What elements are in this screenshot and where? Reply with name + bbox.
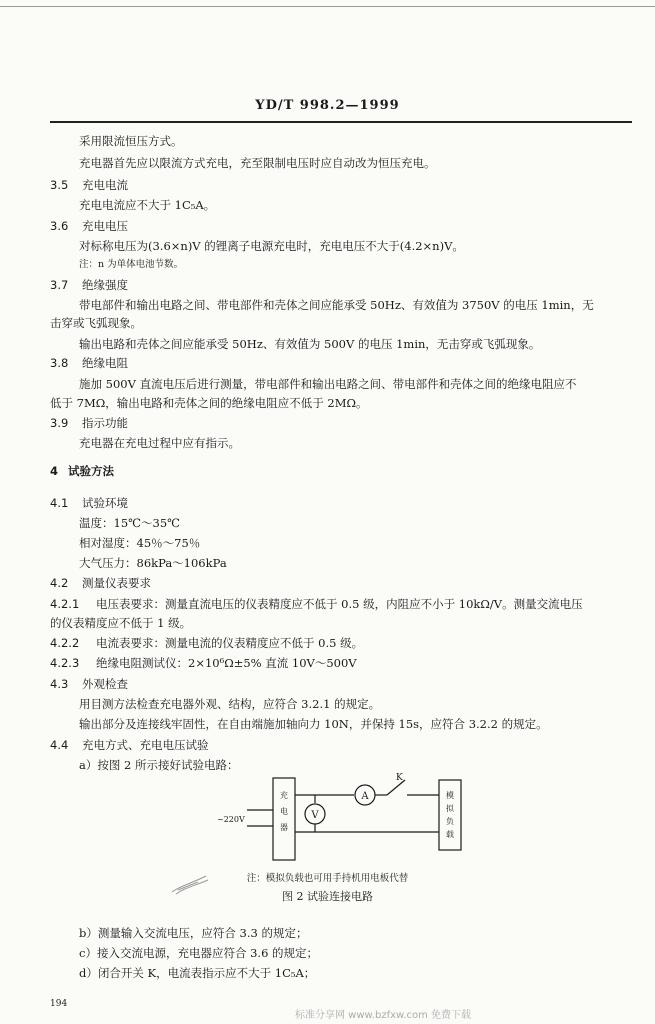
section-number: 4.2 — [50, 576, 69, 590]
body-line: 相对湿度：45％～75％ — [79, 536, 201, 550]
section-number: 3.6 — [50, 219, 69, 233]
chapter-number: 4 — [50, 464, 59, 478]
vertical-label-char: 载 — [446, 830, 454, 839]
section-heading: 充电电压 — [82, 219, 128, 233]
top-edge-rule — [0, 6, 655, 7]
vertical-label-char: 模 — [446, 791, 454, 800]
figure-caption: 图 2 试验连接电路 — [282, 890, 373, 903]
section-heading: 指示功能 — [82, 416, 128, 430]
section-number: 4.2.2 — [50, 636, 80, 650]
vertical-label-char: 拟 — [446, 804, 454, 813]
section-heading: 测量仪表要求 — [82, 576, 151, 590]
section-number: 3.9 — [50, 416, 69, 430]
vertical-label-char: 器 — [280, 823, 288, 832]
section-heading: 充电电流 — [82, 178, 128, 192]
body-line: 大气压力：86kPa～106kPa — [79, 556, 227, 570]
figure-note: 注：模拟负载也可用手持机用电板代替 — [246, 873, 409, 884]
section-heading: 试验环境 — [82, 496, 128, 510]
vertical-label-char: 电 — [280, 807, 288, 816]
section-heading: 外观检查 — [82, 677, 128, 691]
test-circuit-diagram — [215, 770, 475, 865]
body-line: 温度：15℃～35℃ — [79, 516, 180, 530]
header-standard-number: YD/T 998.2—1999 — [255, 98, 400, 113]
body-line: b）测量输入交流电压，应符合 3.3 的规定； — [79, 926, 308, 940]
section-number: 4.2.1 — [50, 597, 80, 611]
watermark: 标准分享网 www.bzfxw.com 免费下载 — [295, 1010, 471, 1021]
section-number: 4.2.3 — [50, 656, 80, 670]
body-line: 击穿或飞弧现象。 — [50, 316, 142, 330]
body-line: 低于 7MΩ，输出电路和壳体之间的绝缘电阻应不低于 2MΩ。 — [50, 396, 368, 410]
input-voltage-label: ~220V — [217, 815, 245, 824]
section-heading: 绝缘强度 — [82, 278, 128, 292]
ammeter-symbol: A — [361, 791, 369, 802]
body-line: 用目测方法检查充电器外观、结构，应符合 3.2.1 的规定。 — [79, 697, 381, 711]
page-number: 194 — [50, 999, 68, 1009]
body-line: 充电器在充电过程中应有指示。 — [79, 436, 240, 450]
section-number: 3.8 — [50, 356, 69, 370]
body-line: 绝缘电阻测试仪：2×10⁶Ω±5% 直流 10V～500V — [96, 656, 357, 670]
section-number: 4.1 — [50, 496, 69, 510]
charger-label — [280, 790, 288, 832]
switch-label: K — [396, 773, 403, 783]
body-line: 施加 500V 直流电压后进行测量，带电部件和输出电路之间、带电部件和壳体之间的绝缘电阻应不 — [79, 377, 577, 391]
body-line: 带电部件和输出电路之间、带电部件和壳体之间应能承受 50Hz、有效值为 3750V 的电压 1min，无 — [79, 298, 594, 312]
scribble-mark — [168, 872, 212, 898]
section-number: 3.7 — [50, 278, 69, 292]
section-number: 4.3 — [50, 677, 69, 691]
body-line: 充电电流应不大于 1C₅A。 — [79, 198, 216, 212]
section-heading: 绝缘电阻 — [82, 356, 128, 370]
vertical-label-char: 负 — [446, 817, 454, 826]
body-line: 的仪表精度应不低于 1 级。 — [50, 616, 192, 630]
body-line: 电流表要求：测量电流的仪表精度应不低于 0.5 级。 — [96, 636, 364, 650]
chapter-heading: 试验方法 — [68, 464, 114, 478]
voltmeter-symbol: V — [311, 810, 319, 821]
body-line: a）按图 2 所示接好试验电路： — [79, 758, 239, 772]
body-line: 电压表要求：测量直流电压的仪表精度应不低于 0.5 级，内阻应不小于 10kΩ/V。测量交流电压 — [96, 597, 583, 611]
body-line: 采用限流恒压方式。 — [79, 134, 183, 148]
vertical-label-char: 充 — [280, 791, 288, 800]
body-line: 输出部分及连接线牢固性，在自由端施加轴向力 10N，并保持 15s，应符合 3.2.2 的规定。 — [79, 717, 548, 731]
body-line: 输出电路和壳体之间应能承受 50Hz、有效值为 500V 的电压 1min，无击穿或飞弧现象。 — [79, 337, 541, 351]
body-line: d）闭合开关 K，电流表指示应不大于 1C₅A； — [79, 966, 316, 980]
body-line: c）接入交流电源，充电器应符合 3.6 的规定； — [79, 946, 319, 960]
note-line: 注：n 为单体电池节数。 — [79, 259, 184, 270]
body-line: 充电器首先应以限流方式充电，充至限制电压时应自动改为恒压充电。 — [79, 156, 436, 170]
section-number: 4.4 — [50, 738, 69, 752]
body-line: 对标称电压为(3.6×n)V 的锂离子电源充电时，充电电压不大于(4.2×n)V。 — [79, 239, 464, 253]
load-label — [446, 790, 455, 839]
section-heading: 充电方式、充电电压试验 — [82, 738, 209, 752]
section-number: 3.5 — [50, 178, 69, 192]
header-rule — [50, 121, 632, 123]
